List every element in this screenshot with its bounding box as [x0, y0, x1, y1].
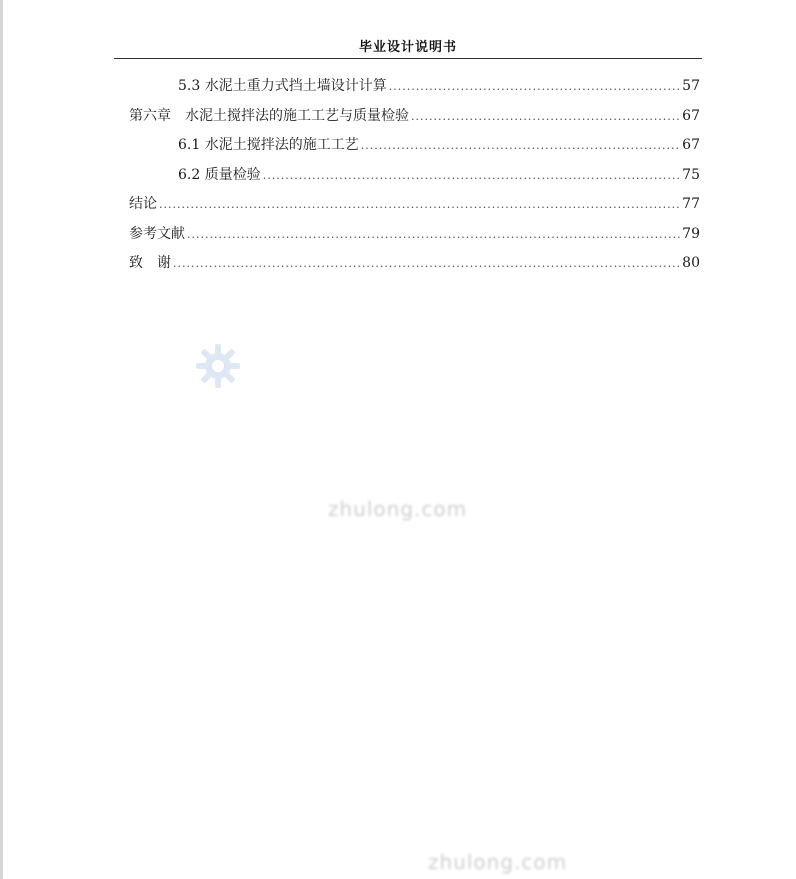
- table-of-contents: [129, 72, 700, 279]
- page-left-edge: [0, 0, 3, 879]
- toc-dot-leader: [263, 161, 680, 191]
- toc-dot-leader: [187, 220, 680, 250]
- toc-entry-title: 结论: [129, 196, 157, 212]
- toc-dot-leader: [411, 102, 680, 132]
- toc-dot-leader: [389, 72, 680, 102]
- toc-page-number: 79: [682, 225, 700, 242]
- watermark-gear-icon: [193, 341, 243, 391]
- toc-page-number: 77: [682, 196, 700, 212]
- toc-dot-leader: [361, 131, 680, 161]
- toc-entry-title: 6.1 水泥土搅拌法的施工工艺: [178, 137, 359, 153]
- toc-entry-acknowledgements[interactable]: [129, 249, 700, 279]
- page-header-title: 毕业设计说明书: [358, 40, 457, 55]
- toc-entry-title: 第六章 水泥土搅拌法的施工工艺与质量检验: [129, 107, 409, 124]
- page-header: [114, 30, 702, 60]
- toc-entry-title: 5.3 水泥土重力式挡土墙设计计算: [178, 78, 387, 94]
- toc-entry-references[interactable]: [129, 220, 700, 250]
- toc-entry-title: 致 谢: [129, 255, 171, 271]
- toc-entry-title: 6.2 质量检验: [178, 166, 261, 183]
- toc-entry-conclusion[interactable]: [129, 190, 700, 220]
- toc-dot-leader: [173, 249, 680, 279]
- toc-dot-leader: [159, 190, 680, 220]
- toc-page-number: 57: [682, 78, 700, 94]
- watermark-text: zhulong.com: [328, 497, 468, 521]
- toc-entry-chapter-6[interactable]: [129, 102, 700, 132]
- toc-page-number: 67: [682, 137, 700, 153]
- toc-entry-6-2[interactable]: [129, 161, 700, 191]
- toc-page-number: 67: [682, 107, 700, 124]
- watermark-text: zhulong.com: [428, 850, 568, 874]
- toc-page-number: 75: [682, 166, 700, 183]
- toc-page-number: 80: [682, 255, 700, 271]
- toc-entry-title: 参考文献: [129, 225, 185, 242]
- toc-entry-5-3[interactable]: [129, 72, 700, 102]
- toc-entry-6-1[interactable]: [129, 131, 700, 161]
- header-divider: [114, 58, 702, 59]
